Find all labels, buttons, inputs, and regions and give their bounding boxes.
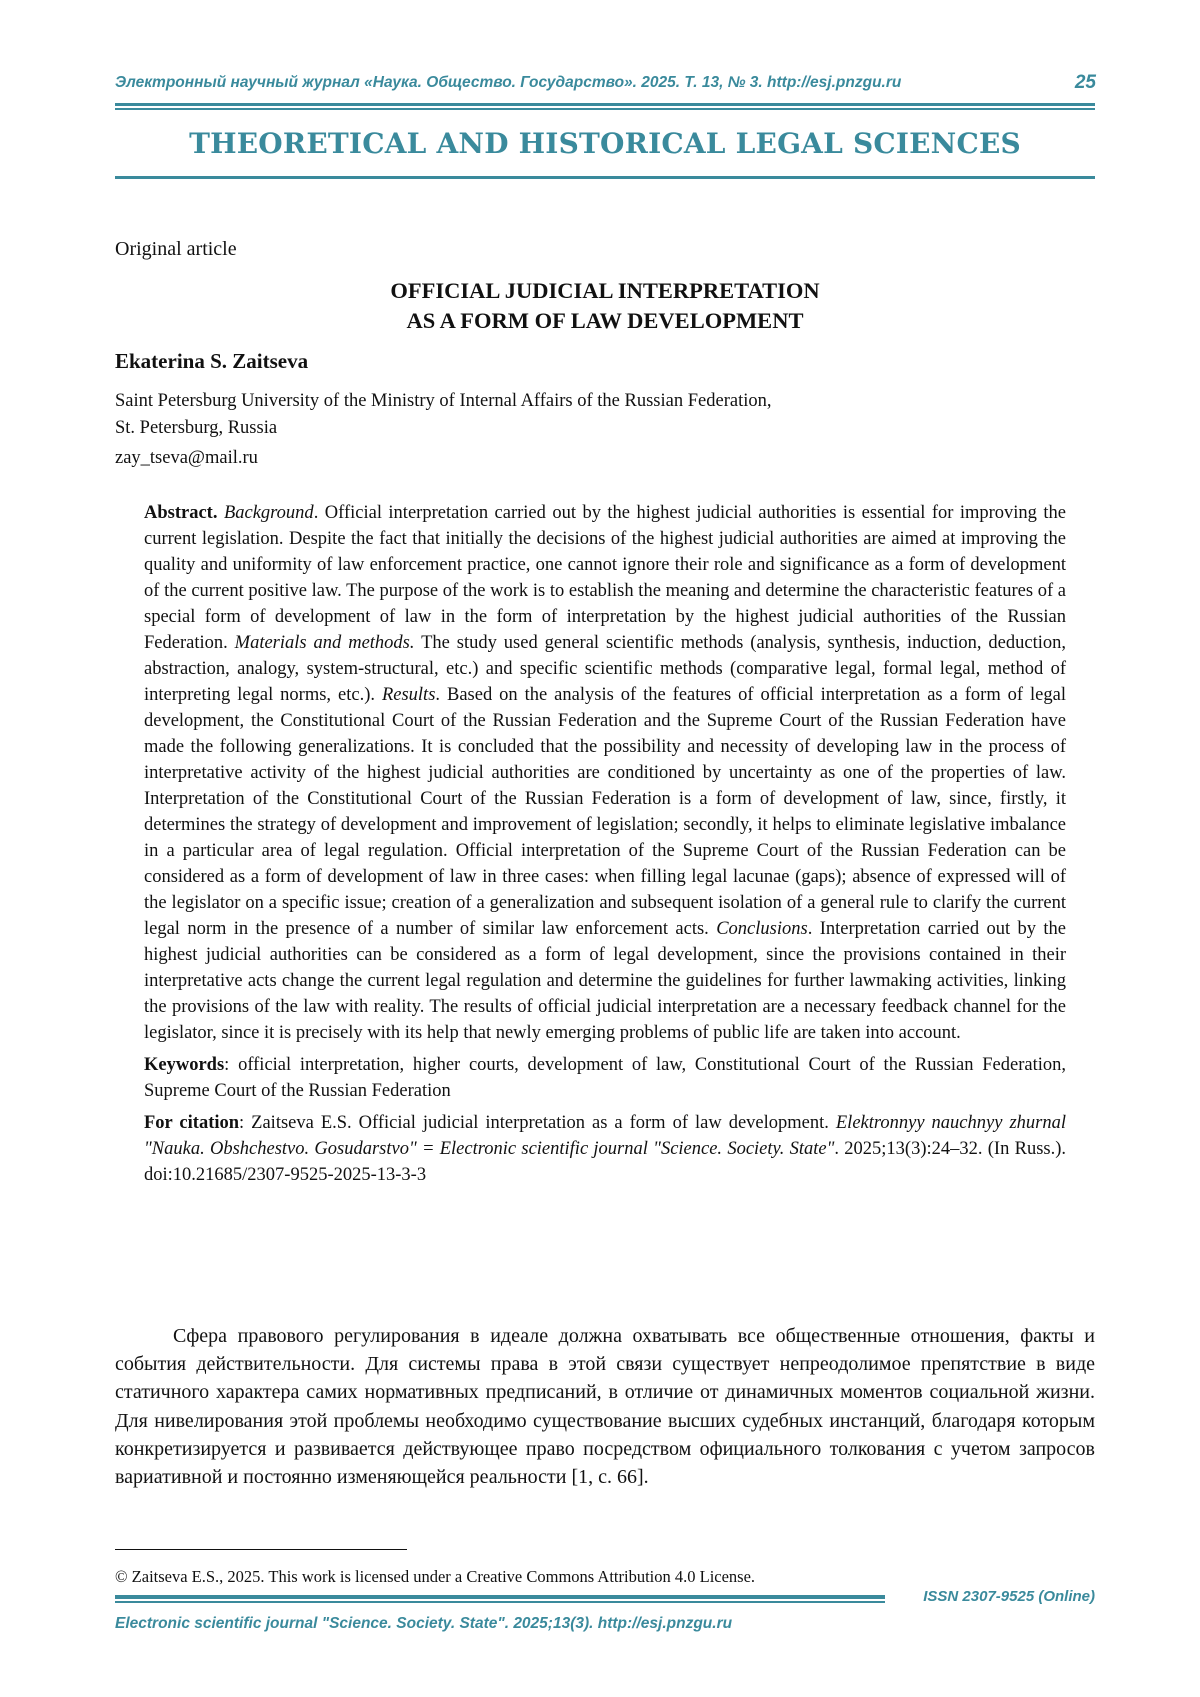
keywords-label: Keywords xyxy=(144,1055,225,1075)
citation-journal: Elektronnyy nauchnyy zhurnal "Nauka. Obshchestvo. Gosudarstvo" = Electronic scientific journal "Science. Society. State" xyxy=(144,1113,1066,1159)
abstract-results-text: . Based on the analysis of the features of official interpretation as a form of legal development, the Constitutional Court of the Russian Federation and the Supreme Court of the Russian Federation have made the following generalizations. It is concluded that the possibility and necessity of developing law in the process of interpretative activity of the highest judicial authorities are conditioned by uncertainty as one of the properties of law. Interpretation of the Constitutional Court of the Russian Federation is a form of development of law, since, firstly, it determines the strategy of development and improvement of legislation; secondly, it helps to eliminate legislative imbalance in a particular area of legal regulation. Official interpretation of the Supreme Court of the Russian Federation can be considered as a form of development of law in three cases: when filling legal lacunae (gaps); absence of expressed will of the legislator on a specific issue; creation of a generalization and subsequent isolation of a general rule to clarify the current legal norm in the presence of a number of similar law enforcement acts. xyxy=(144,685,1066,939)
title-line-2: AS A FORM OF LAW DEVELOPMENT xyxy=(406,308,804,333)
issn-label: ISSN 2307-9525 (Online) xyxy=(923,1588,1095,1605)
affiliation-line-1: Saint Petersburg University of the Ministry of Internal Affairs of the Russian Federation, xyxy=(115,391,772,411)
abstract-conclusions-label: Conclusions xyxy=(716,919,808,939)
section-title: THEORETICAL AND HISTORICAL LEGAL SCIENCES xyxy=(189,127,1021,160)
citation xyxy=(144,1110,1066,1188)
section-rule xyxy=(115,176,1095,179)
footer-journal: Electronic scientific journal "Science. Society. State". 2025;13(3). http://esj.pnzgu.ru xyxy=(115,1615,733,1632)
body-paragraph: Сфера правового регулирования в идеале должна охватывать все общественные отношения, факты и события действительности. Для системы права в этой связи существует непреодолимое препятствие в виде статичного характера самих нормативных предписаний, в отличие от динамичных моментов социальной жизни. Для нивелирования этой проблемы необходимо существование высших судебных инстанций, благодаря которым конкретизируется и развивается действующее право посредством официального толкования с учетом запросов вариативной и постоянно изменяющейся реальности [1, с. 66]. xyxy=(115,1325,1095,1489)
abstract-background-label: Background xyxy=(223,503,314,523)
title-line-1: OFFICIAL JUDICIAL INTERPRETATION xyxy=(390,278,820,303)
affiliation-line-2: St. Petersburg, Russia xyxy=(115,418,278,438)
keywords-text: : official interpretation, higher courts, development of law, Constitutional Court of the Russian Federation, Supreme Court of the Russian Federation xyxy=(144,1055,1066,1101)
running-head: Электронный научный журнал «Наука. Общество. Государство». 2025. Т. 13, № 3. http://esj.pnzgu.ru xyxy=(115,74,902,91)
abstract-background-text: . Official interpretation carried out by the highest judicial authorities is essential for improving the current legislation. Despite the fact that initially the decisions of the highest judicial authorities are aimed at improving the quality and uniformity of law enforcement practice, one cannot ignore their role and significance as a form of development of the current positive law. The purpose of the work is to establish the meaning and determine the characteristic features of a special form of development of law in the form of interpretation by the highest judicial authorities of the Russian Federation. xyxy=(144,503,1066,653)
keywords xyxy=(144,1052,1066,1104)
header-rule-thin xyxy=(115,108,1095,110)
footer-rule-thick xyxy=(115,1595,885,1599)
abstract-label: Abstract. xyxy=(144,503,218,523)
citation-text-end: . 2025;13(3):24–32. (In Russ.). doi:10.21685/2307-9525-2025-13-3-3 xyxy=(144,1139,1067,1185)
author-name: Ekaterina S. Zaitseva xyxy=(115,349,309,373)
citation-label: For citation xyxy=(144,1113,240,1133)
abstract-block xyxy=(144,500,1066,1194)
article-title xyxy=(115,276,1095,336)
citation-text-start: : Zaitseva E.S. Official judicial interpretation as a form of law development. xyxy=(239,1113,836,1133)
abstract xyxy=(144,500,1066,1046)
author-email: zay_tseva@mail.ru xyxy=(115,448,258,468)
page-number: 25 xyxy=(1074,72,1096,93)
abstract-results-label: Results xyxy=(381,685,436,705)
abstract-conclusions-text: . Interpretation carried out by the highest judicial authorities can be considered as a form of legal development, since the provisions contained in their interpretative acts change the current legal regulation and determine the guidelines for further lawmaking activities, linking the provisions of the law with reality. The results of official judicial interpretation are a necessary feedback channel for the legislator, since it is precisely with its help that newly emerging problems of public life are taken into account. xyxy=(144,919,1067,1043)
author-affiliation xyxy=(115,388,1015,442)
abstract-methods-text: The study used general scientific methods (analysis, synthesis, induction, deduction, abstraction, analogy, system-structural, etc.) and specific scientific methods (comparative legal, formal legal, method of interpreting legal norms, etc.). xyxy=(144,633,1066,705)
header-rule-thick xyxy=(115,103,1095,106)
footnote-rule xyxy=(115,1549,407,1550)
footer-rule-thin xyxy=(115,1601,885,1603)
license-notice: © Zaitseva E.S., 2025. This work is licensed under a Creative Commons Attribution 4.0 License. xyxy=(115,1567,756,1586)
abstract-methods-label: Materials and methods. xyxy=(234,633,415,653)
article-type: Original article xyxy=(115,238,237,260)
